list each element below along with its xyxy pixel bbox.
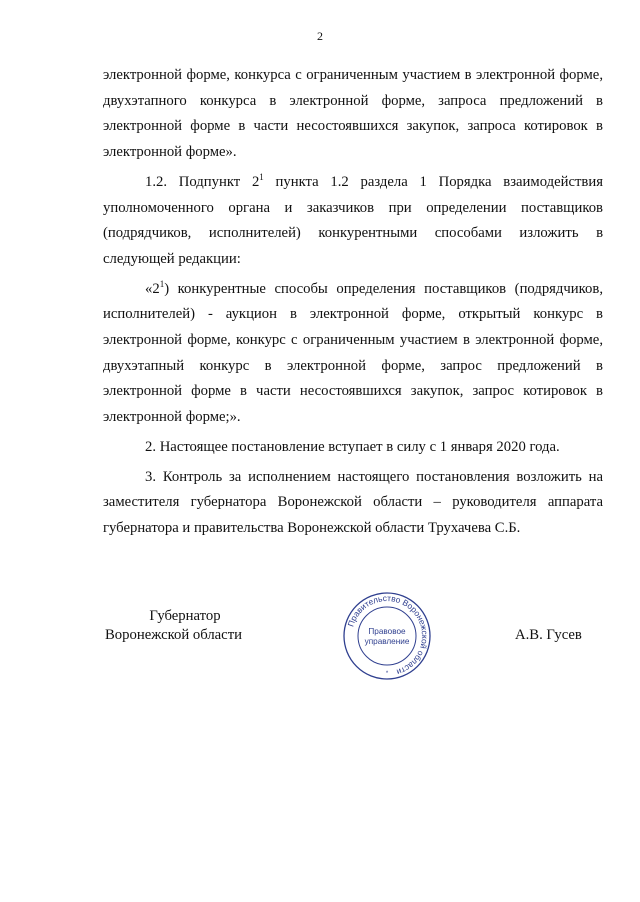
stamp-center-line1: Правовое (368, 627, 406, 636)
clause-1-2-superscript: 1 (259, 171, 264, 182)
subclause-text-start: «2 (145, 280, 160, 297)
signatory-title-line1: Губернатор (149, 608, 221, 624)
stamp-ring-textpath: Правительство Воронежской области (345, 592, 431, 678)
subclause-superscript: 1 (159, 278, 165, 289)
stamp-inner-ring (358, 607, 416, 665)
page-number: 2 (317, 29, 323, 43)
stamp-star-icon: * (385, 671, 389, 677)
subclause-text-end: ) конкурентные способы определения поставщиков (подрядчиков, исполнителей) - аукцион в электронной форме, открытый конкурс в электронной форме, конкурс с ограниченным участием в электронной форме, двухэтапный конкурс в электронной форме, запрос предложений в электронной форме в части несостоявшихся закупок, запрос котировок в электронной форме;». (103, 280, 603, 426)
signer-name: А.В. Гусев (515, 627, 582, 643)
official-stamp (341, 590, 433, 682)
document-body (103, 63, 603, 542)
stamp-center-line2: управление (364, 637, 410, 646)
signatory-title-line2: Воронежской области (105, 627, 242, 643)
signatory-title (105, 607, 265, 645)
paragraph-clause-3: 3. Контроль за исполнением настоящего постановления возложить на заместителя губернатора Воронежской области – руководителя аппарата губернатора и правительства Воронежской области Трухачева С.Б. (103, 468, 603, 536)
paragraph-quoted-subclause (103, 277, 603, 431)
paragraph-clause-2: 2. Настоящее постановление вступает в силу с 1 января 2020 года. (145, 438, 560, 455)
paragraph-continuation: электронной форме, конкурса с ограниченным участием в электронной форме, двухэтапного конкурса в электронной форме, запроса предложений в электронной форме в части несостоявшихся закупок, запроса котировок в электронной форме». (103, 67, 603, 161)
paragraph-clause-1-2 (103, 170, 603, 273)
clause-1-2-text-end: пункта 1.2 раздела 1 Порядка взаимодействия уполномоченного органа и заказчиков при определении поставщиков (подрядчиков, исполнителей) конкурентными способами изложить в следующей редакции: (103, 173, 603, 267)
clause-1-2-text-start: 1.2. Подпункт 2 (145, 173, 260, 190)
